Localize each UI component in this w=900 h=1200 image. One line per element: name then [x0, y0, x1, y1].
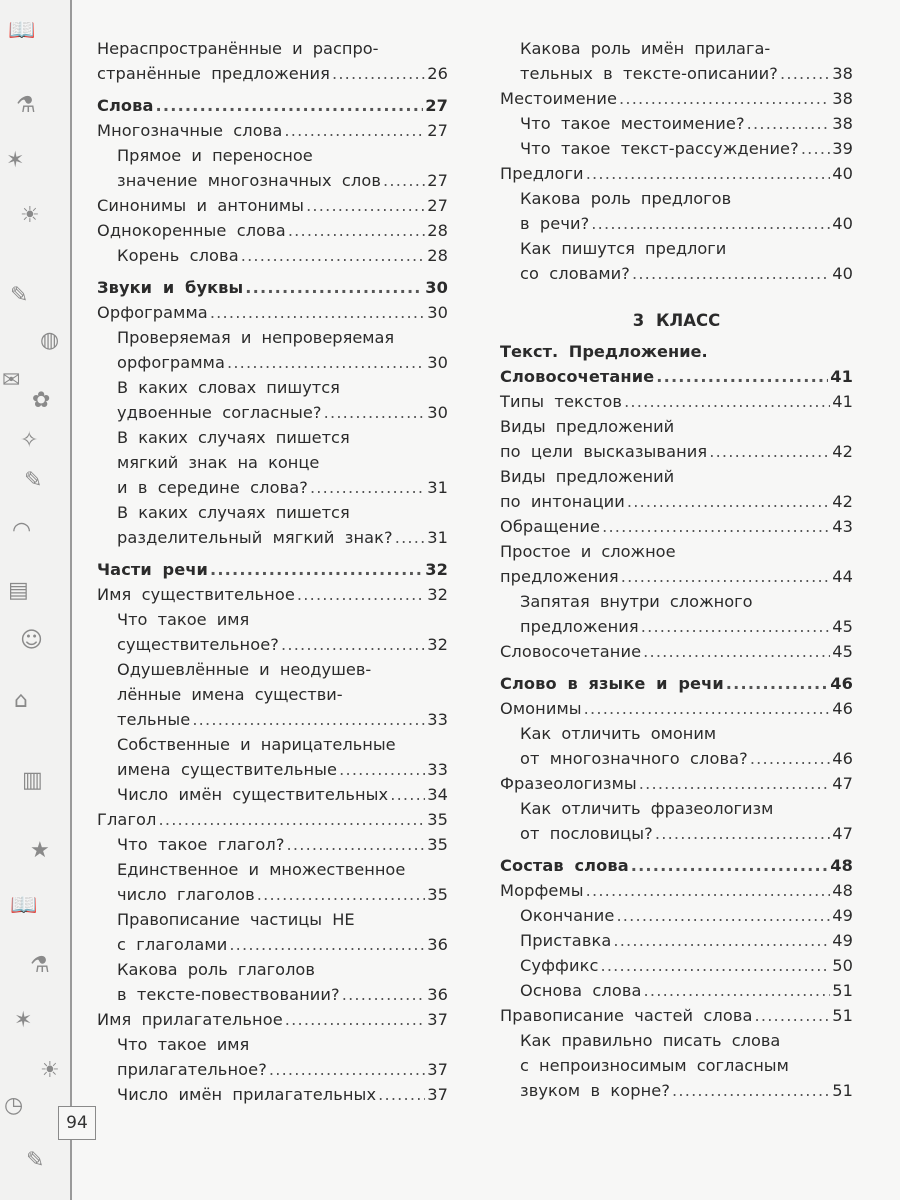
dot-leader [269, 1057, 425, 1082]
dot-leader [655, 821, 830, 846]
toc-entry-title: Число имён существительных [117, 785, 389, 804]
toc-page-number: 38 [832, 89, 853, 108]
pencil-icon: ✎ [26, 1148, 45, 1173]
toc-entry-title: от пословицы? [520, 824, 653, 843]
toc-entry[interactable] [500, 928, 853, 953]
dot-leader [227, 350, 425, 375]
toc-page-number: 27 [425, 96, 448, 115]
toc-entry[interactable] [97, 732, 448, 782]
toc-entry-title: тельные [117, 710, 191, 729]
star-icon: ✧ [20, 428, 39, 453]
toc-page-number: 44 [832, 567, 853, 586]
toc-entry-title-line: Как отличить омоним [520, 724, 717, 743]
dot-leader [284, 118, 425, 143]
toc-page-number: 30 [427, 353, 448, 372]
toc-entry-title: Приставка [520, 931, 612, 950]
toc-entry-title: Местоимение [500, 89, 618, 108]
toc-section[interactable] [500, 853, 853, 878]
toc-entry-title: по интонации [500, 492, 625, 511]
toc-entry-title-line: Одушевлённые и неодушев- [117, 660, 372, 679]
dot-leader [288, 218, 425, 243]
flower-icon: ✿ [32, 388, 51, 413]
toc-entry-title: Что такое местоимение? [520, 114, 745, 133]
toc-page-number: 42 [832, 492, 853, 511]
dot-leader [656, 364, 828, 389]
toc-entry-title: странённые предложения [97, 64, 330, 83]
toc-entry-title: Имя прилагательное [97, 1010, 283, 1029]
toc-entry-title: предложения [500, 567, 619, 586]
toc-page-number: 46 [832, 749, 853, 768]
toc-page-number: 49 [832, 906, 853, 925]
dot-leader [297, 582, 425, 607]
dot-leader [801, 136, 830, 161]
dot-leader [750, 746, 830, 771]
toc-entry-title-line: Текст. Предложение. [500, 342, 708, 361]
toc-entry-title: Окончание [520, 906, 615, 925]
toc-entry-title: Однокоренные слова [97, 221, 286, 240]
toc-entry-title: тельных в тексте-описании? [520, 64, 778, 83]
toc-page-number: 31 [427, 478, 448, 497]
star-icon: ✶ [14, 1008, 33, 1033]
star-icon: ★ [30, 838, 50, 863]
toc-entry-title-line: Проверяемая и непроверяемая [117, 328, 395, 347]
toc-entry[interactable] [500, 796, 853, 846]
toc-entry[interactable] [97, 193, 448, 218]
toc-section[interactable] [97, 93, 448, 118]
toc-page-number: 48 [832, 881, 853, 900]
toc-entry-title: Число имён прилагательных [117, 1085, 377, 1104]
toc-page-number: 33 [427, 710, 448, 729]
toc-entry[interactable] [97, 582, 448, 607]
toc-page-number: 40 [832, 264, 853, 283]
toc-entry[interactable] [97, 325, 448, 375]
book-icon: 📖 [8, 18, 36, 43]
toc-page-number: 50 [832, 956, 853, 975]
toc-entry-title: Словосочетание [500, 367, 655, 386]
toc-entry-title: Суффикс [520, 956, 599, 975]
toc-entry-title: Морфемы [500, 881, 584, 900]
dot-leader [584, 696, 831, 721]
toc-entry-title: Орфограмма [97, 303, 208, 322]
toc-page-number: 30 [425, 278, 448, 297]
toc-entry-title-line: В каких словах пишутся [117, 378, 340, 397]
dot-leader [332, 61, 425, 86]
dot-leader [600, 953, 830, 978]
toc-entry-title: Части речи [97, 560, 208, 579]
toc-page-number: 41 [830, 367, 853, 386]
grade-heading: 3 КЛАСС [632, 311, 721, 330]
toc-entry[interactable] [97, 218, 448, 243]
toc-entry[interactable] [97, 143, 448, 193]
dot-leader [324, 400, 426, 425]
toc-entry-title: Основа слова [520, 981, 642, 1000]
toc-entry-title: предложения [520, 617, 639, 636]
toc-entry-title-line: Собственные и нарицательные [117, 735, 396, 754]
dot-leader [310, 475, 425, 500]
toc-entry-title-line: Как правильно писать слова [520, 1031, 781, 1050]
toc-entry-title: Состав слова [500, 856, 629, 875]
toc-entry-title-line: лённые имена существи- [117, 685, 343, 704]
toc-entry-title-line: Запятая внутри сложного [520, 592, 753, 611]
toc-entry-title: в речи? [520, 214, 590, 233]
toc-entry[interactable] [500, 696, 853, 721]
decorative-margin [0, 0, 70, 1200]
toc-entry-title: имена существительные [117, 760, 338, 779]
lightbulb-icon: ☀ [20, 203, 40, 228]
toc-section[interactable] [97, 557, 448, 582]
toc-entry-title-line: Правописание частицы НЕ [117, 910, 355, 929]
toc-page-number: 40 [832, 164, 853, 183]
toc-entry-title: Синонимы и антонимы [97, 196, 305, 215]
dot-leader [342, 982, 425, 1007]
toc-grade-2-continuation [500, 36, 853, 286]
dot-leader [619, 86, 830, 111]
toc-page-number: 31 [427, 528, 448, 547]
toc-entry[interactable] [500, 589, 853, 639]
toc-entry[interactable] [500, 539, 853, 589]
note-icon: ✉ [2, 368, 21, 393]
toc-entry-title-line: Какова роль предлогов [520, 189, 732, 208]
toc-entry-title: со словами? [520, 264, 630, 283]
toc-entry[interactable] [97, 243, 448, 268]
dot-leader [245, 275, 423, 300]
toc-entry-title: Имя существительное [97, 585, 295, 604]
toc-entry-title-line: В каких случаях пишется [117, 503, 350, 522]
toc-entry[interactable] [500, 1003, 853, 1028]
toc-page-number: 32 [427, 585, 448, 604]
toc-page-number: 33 [427, 760, 448, 779]
toc-page-number: 41 [832, 392, 853, 411]
toc-page-number: 28 [427, 221, 448, 240]
toc-page-number: 51 [832, 1081, 853, 1100]
book-icon: ▥ [22, 768, 43, 793]
toc-entry-title: Типы текстов [500, 392, 623, 411]
toc-entry[interactable] [500, 978, 853, 1003]
toc-right-column [500, 36, 853, 1103]
toc-entry-title-line: Простое и сложное [500, 542, 676, 561]
toc-entry-title: разделительный мягкий знак? [117, 528, 393, 547]
toc-entry-title: Фразеологизмы [500, 774, 637, 793]
dot-leader [210, 300, 425, 325]
toc-entry-title-line: Прямое и переносное [117, 146, 313, 165]
toc-entry-title: Омонимы [500, 699, 582, 718]
toc-page-number: 36 [427, 935, 448, 954]
toc-page-number: 48 [830, 856, 853, 875]
toc-entry[interactable] [97, 118, 448, 143]
toc-page-number: 27 [427, 121, 448, 140]
toc-left-column [97, 36, 448, 1107]
toc-entry-title: Словосочетание [500, 642, 642, 661]
toc-entry-title: Слова [97, 96, 154, 115]
dot-leader [621, 564, 830, 589]
toc-entry[interactable] [500, 514, 853, 539]
toc-section[interactable] [500, 339, 853, 389]
toc-entry-title-line: В каких случаях пишется [117, 428, 350, 447]
dot-leader [285, 1007, 425, 1032]
toc-entry[interactable] [500, 236, 853, 286]
toc-page-number: 30 [427, 303, 448, 322]
toc-entry-title: Что такое глагол? [117, 835, 285, 854]
toc-entry[interactable] [500, 186, 853, 236]
toc-entry-title-line: с непроизносимым согласным [520, 1056, 789, 1075]
toc-page-number: 38 [832, 114, 853, 133]
toc-entry[interactable] [97, 782, 448, 807]
dot-leader [383, 168, 425, 193]
toc-entry[interactable] [500, 771, 853, 796]
toc-entry[interactable] [97, 1082, 448, 1107]
toc-entry-title: орфограмма [117, 353, 225, 372]
toc-page-number: 37 [427, 1010, 448, 1029]
toc-page-number: 47 [832, 824, 853, 843]
dot-leader [159, 807, 426, 832]
toc-page-number: 45 [832, 642, 853, 661]
toc-entry[interactable] [97, 907, 448, 957]
dot-leader [586, 878, 831, 903]
toc-entry[interactable] [97, 36, 448, 86]
toc-entry[interactable] [500, 389, 853, 414]
toc-page-number: 38 [832, 64, 853, 83]
toc-entry-title: по цели высказывания [500, 442, 708, 461]
toc-section[interactable] [500, 671, 853, 696]
dot-leader [210, 557, 423, 582]
toc-entry[interactable] [500, 953, 853, 978]
clock-icon: ◷ [4, 1093, 24, 1118]
dot-leader [644, 978, 831, 1003]
toc-entry-title: удвоенные согласные? [117, 403, 322, 422]
toc-entry[interactable] [97, 425, 448, 500]
toc-entry-title-line: Какова роль глаголов [117, 960, 315, 979]
toc-entry-title-line: Нераспространённые и распро- [97, 39, 379, 58]
toc-entry-title-line: Как отличить фразеологизм [520, 799, 774, 818]
dot-leader [613, 928, 830, 953]
dot-leader [395, 525, 425, 550]
dot-leader [643, 639, 830, 664]
toc-entry[interactable] [500, 464, 853, 514]
toc-page-number: 27 [427, 196, 448, 215]
book-icon: 📖 [10, 893, 38, 918]
toc-page-number: 49 [832, 931, 853, 950]
dot-leader [624, 389, 830, 414]
toc-entry[interactable] [97, 807, 448, 832]
flask-icon: ⚗ [16, 93, 36, 118]
toc-page-number: 26 [427, 64, 448, 83]
toc-grade-3 [500, 339, 853, 1103]
backpack-icon: ⌂ [14, 688, 28, 713]
toc-entry[interactable] [500, 639, 853, 664]
dot-leader [339, 757, 425, 782]
toc-entry-title-line: Как пишутся предлоги [520, 239, 727, 258]
toc-entry[interactable] [500, 721, 853, 771]
dot-leader [780, 61, 830, 86]
dot-leader [586, 161, 831, 186]
toc-entry[interactable] [97, 1007, 448, 1032]
dot-leader [281, 632, 425, 657]
toc-page-number: 51 [832, 1006, 853, 1025]
notebook-icon: ▤ [8, 578, 29, 603]
toc-entry-title-line: Виды предложений [500, 417, 675, 436]
toc-page-number: 32 [427, 635, 448, 654]
toc-entry-title: Глагол [97, 810, 157, 829]
toc-entry[interactable] [500, 414, 853, 464]
dot-leader [287, 832, 426, 857]
dot-leader [390, 782, 425, 807]
toc-entry[interactable] [500, 136, 853, 161]
toc-entry[interactable] [97, 500, 448, 550]
toc-entry-title: Предлоги [500, 164, 584, 183]
toc-entry-title: с глаголами [117, 935, 228, 954]
dot-leader [641, 614, 830, 639]
toc-entry[interactable] [97, 857, 448, 907]
toc-entry-title: Многозначные слова [97, 121, 283, 140]
dot-leader [229, 932, 425, 957]
dot-leader [726, 671, 828, 696]
toc-entry-title: Слово в языке и речи [500, 674, 724, 693]
toc-entry-title: в тексте-повествовании? [117, 985, 340, 1004]
toc-page-number: 35 [427, 810, 448, 829]
toc-entry[interactable] [500, 86, 853, 111]
toc-entry-title-line: мягкий знак на конце [117, 453, 320, 472]
toc-page-number: 36 [427, 985, 448, 1004]
toc-page-number: 32 [425, 560, 448, 579]
toc-entry-title-line: Что такое имя [117, 610, 250, 629]
toc-entry-title: звуком в корне? [520, 1081, 671, 1100]
toc-page-number: 39 [832, 139, 853, 158]
toc-entry-title-line: Какова роль имён прилага- [520, 39, 771, 58]
toc-page-number: 35 [427, 835, 448, 854]
dot-leader [672, 1078, 830, 1103]
page-number: 94 [58, 1106, 96, 1140]
toc-entry-title: Корень слова [117, 246, 239, 265]
toc-page-number: 30 [427, 403, 448, 422]
toc-entry[interactable] [500, 878, 853, 903]
dot-leader [257, 882, 425, 907]
toc-page-number: 27 [427, 171, 448, 190]
toc-page-number: 35 [427, 885, 448, 904]
palette-icon: ◍ [40, 328, 60, 353]
toc-page-number: 28 [427, 246, 448, 265]
toc-page-number: 45 [832, 617, 853, 636]
toc-page-number: 47 [832, 774, 853, 793]
toc-entry[interactable] [500, 903, 853, 928]
toc-entry-title: Обращение [500, 517, 601, 536]
dot-leader [378, 1082, 425, 1107]
toc-entry-title-line: Виды предложений [500, 467, 675, 486]
dot-leader [747, 111, 831, 136]
pencil-icon: ✎ [10, 283, 29, 308]
toc-entry[interactable] [97, 957, 448, 1007]
dot-leader [306, 193, 425, 218]
dot-leader [192, 707, 425, 732]
toc-page-number: 43 [832, 517, 853, 536]
toc-page-number: 46 [832, 699, 853, 718]
toc-entry[interactable] [500, 111, 853, 136]
toc-page-number: 37 [427, 1060, 448, 1079]
dot-leader [639, 771, 830, 796]
toc-entry-title: от многозначного слова? [520, 749, 748, 768]
toc-entry[interactable] [97, 832, 448, 857]
toc-page-number: 46 [830, 674, 853, 693]
toc-entry-title: Звуки и буквы [97, 278, 244, 297]
toc-entry-title-line: Что такое имя [117, 1035, 250, 1054]
toc-entry-title: и в середине слова? [117, 478, 308, 497]
toc-entry-title: значение многозначных слов [117, 171, 382, 190]
dot-leader [632, 261, 830, 286]
toc-entry-title: Что такое текст-рассуждение? [520, 139, 799, 158]
toc-entry[interactable] [97, 300, 448, 325]
lightbulb-icon: ☀ [40, 1058, 60, 1083]
dot-leader [616, 903, 830, 928]
margin-divider [70, 0, 72, 1200]
toc-entry-title: прилагательное? [117, 1060, 267, 1079]
toc-page-number: 34 [427, 785, 448, 804]
toc-entry-title: существительное? [117, 635, 279, 654]
toc-entry-title: Правописание частей слова [500, 1006, 753, 1025]
toc-entry-title: число глаголов [117, 885, 255, 904]
dot-leader [631, 853, 829, 878]
dot-leader [709, 439, 830, 464]
dot-leader [156, 93, 424, 118]
pencil-icon: ✎ [24, 468, 43, 493]
toc-entry[interactable] [500, 161, 853, 186]
dot-leader [627, 489, 830, 514]
star-icon: ✶ [6, 148, 25, 173]
toc-entry[interactable] [500, 1028, 853, 1103]
dot-leader [591, 211, 830, 236]
toc-section[interactable] [97, 275, 448, 300]
protractor-icon: ◠ [12, 518, 32, 543]
toc-page-number: 42 [832, 442, 853, 461]
apple-icon: ☺ [20, 628, 43, 653]
dot-leader [602, 514, 830, 539]
toc-page-number: 40 [832, 214, 853, 233]
toc-entry-title-line: Единственное и множественное [117, 860, 406, 879]
toc-entry[interactable] [97, 375, 448, 425]
dot-leader [755, 1003, 831, 1028]
toc-entry[interactable] [500, 36, 853, 86]
toc-entry[interactable] [97, 1032, 448, 1082]
toc-entry[interactable] [97, 657, 448, 732]
toc-page-number: 51 [832, 981, 853, 1000]
toc-entry[interactable] [97, 607, 448, 657]
toc-page-number: 37 [427, 1085, 448, 1104]
flask-icon: ⚗ [30, 953, 50, 978]
dot-leader [241, 243, 425, 268]
